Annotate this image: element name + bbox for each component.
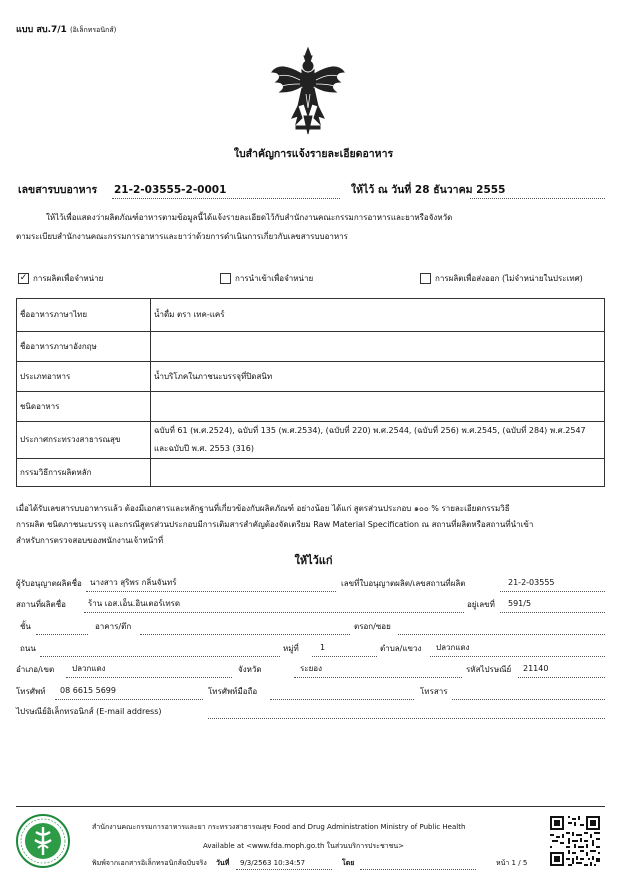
label-food-type: ชนิดอาหาร [17, 392, 151, 422]
house-no-label: อยู่เลขที่ [467, 600, 495, 609]
conditions-line-1: เมื่อได้รับเลขสารบบอาหารแล้ว ต้องมีเอกสารและหลักฐานที่เกี่ยวข้องกับผลิตภัณฑ์ อย่างน้อย ได้แก่ สูตรส่วนประกอบ ๑๐๐ % รายละเอียดกรรมวิธี [16, 504, 510, 513]
alley-label: ตรอก/ซอย [354, 622, 391, 631]
label-food-category: ประเภทอาหาร [17, 362, 151, 392]
value-food-type [151, 392, 605, 422]
fda-logo [16, 814, 70, 868]
footer-page: หน้า 1 / 5 [496, 859, 528, 867]
license-label: เลขที่ใบอนุญาตผลิต/เลขสถานที่ผลิต [341, 579, 466, 588]
option-production-for-sale[interactable]: ✓ การผลิตเพื่อจำหน่าย [19, 273, 104, 283]
road-label: ถนน [20, 644, 36, 653]
form-title: ใบสำคัญการแจ้งรายละเอียดอาหาร [233, 148, 394, 160]
product-table [16, 298, 605, 487]
dotted-line [518, 677, 605, 678]
fax-label: โทรสาร [420, 687, 448, 696]
dotted-line [40, 656, 280, 657]
dotted-line [398, 634, 605, 635]
table-row [17, 459, 605, 487]
dotted-line [452, 699, 605, 700]
value-english-name [151, 332, 605, 362]
qr-code-icon [548, 814, 602, 868]
dotted-line [236, 869, 332, 870]
building-label: อาคาร/ตึก [95, 622, 132, 631]
footer-divider [16, 806, 605, 807]
district-label: อำเภอ/เขต [16, 665, 55, 674]
dotted-line [270, 699, 414, 700]
dotted-line [55, 699, 203, 700]
value-thai-name: น้ำดื่ม ตรา เทค-แคร์ [151, 299, 605, 332]
form-code: แบบ สบ.7/1 (อิเล็กทรอนิกส์) [16, 25, 117, 35]
value-production-process [151, 459, 605, 487]
moo-label: หมู่ที่ [283, 644, 299, 653]
intro-line-2: ตามระเบียบสำนักงานคณะกรรมการอาหารและยาว่าด้วยการดำเนินการเกี่ยวกับเลขสารบบอาหาร [16, 232, 348, 241]
dotted-line [500, 591, 605, 592]
dotted-line [500, 612, 605, 613]
site-value: ร้าน เอส.เอ็น.อินเตอร์เทรด [88, 599, 181, 608]
mobile-label: โทรศัพท์มือถือ [208, 687, 258, 696]
footer-available: Available at <www.fda.moph.go.th ในส่วนบริการประชาชน> [203, 842, 405, 850]
footer-agency: สำนักงานคณะกรรมการอาหารและยา กระทรวงสาธารณสุข Food and Drug Administration Ministry of Public Health [92, 823, 466, 831]
floor-label: ชั้น [20, 622, 31, 631]
house-no-value: 591/5 [508, 599, 532, 608]
dotted-line [312, 656, 377, 657]
label-thai-name: ชื่ออาหารภาษาไทย [17, 299, 151, 332]
table-row [17, 299, 605, 332]
holder-label: ผู้รับอนุญาตผลิตชื่อ [16, 579, 82, 588]
checkbox-import[interactable] [220, 273, 231, 284]
holder-value: นางสาว สุริพร กลิ่นจันทร์ [90, 578, 177, 587]
site-label: สถานที่ผลิตชื่อ [16, 600, 66, 609]
table-row [17, 362, 605, 392]
issue-date: ให้ไว้ ณ วันที่ 28 ธันวาคม 2555 [351, 184, 506, 196]
table-row [17, 392, 605, 422]
conditions-line-3: สำหรับการตรวจสอบของพนักงานเจ้าหน้าที่ [16, 536, 164, 545]
footer-printed-from: พิมพ์จากเอกสารอิเล็กทรอนิกส์ฉบับจริง [92, 859, 207, 867]
dotted-line [66, 677, 232, 678]
district-value: ปลวกแดง [72, 664, 106, 673]
label-english-name: ชื่ออาหารภาษาอังกฤษ [17, 332, 151, 362]
dotted-line [294, 677, 462, 678]
registration-number: 21-2-03555-2-0001 [114, 184, 227, 196]
value-ministry-notification: ฉบับที่ 61 (พ.ศ.2524), ฉบับที่ 135 (พ.ศ.2534), (ฉบับที่ 220) พ.ศ.2544, (ฉบับที่ 256) พ.ศ.2545, (ฉบับที่ 284) พ.ศ.2547 และฉบับปี พ.ศ. 2553 (316) [151, 422, 605, 459]
moo-value: 1 [320, 643, 326, 652]
postcode-label: รหัสไปรษณีย์ [466, 665, 512, 674]
table-row [17, 422, 605, 459]
given-to-heading: ให้ไว้แก่ [294, 554, 333, 567]
province-value: ระยอง [300, 664, 322, 673]
phone-value: 08 6615 5699 [60, 686, 116, 695]
label-production-process: กรรมวิธีการผลิตหลัก [17, 459, 151, 487]
province-label: จังหวัด [238, 665, 262, 674]
dotted-line [360, 869, 476, 870]
option-import-for-sale[interactable]: การนำเข้าเพื่อจำหน่าย [220, 273, 313, 284]
dotted-line [140, 634, 350, 635]
dotted-line [208, 718, 605, 719]
intro-line-1: ให้ไว้เพื่อแสดงว่าผลิตภัณฑ์อาหารตามข้อมูลนี้ได้แจ้งรายละเอียดไว้กับสำนักงานคณะกรรมการอาหารและยาหรือจังหวัด [46, 213, 453, 222]
dotted-line [84, 612, 464, 613]
dotted-line [430, 656, 605, 657]
footer-by-label: โดย [342, 859, 355, 867]
conditions-line-2: การผลิต ชนิดภาชนะบรรจุ และกรณีสูตรส่วนประกอบมีการเติมสารสำคัญต้องจัดเตรียม Raw Material Specification ณ สถานที่ผลิตหรือสถานที่นำเข้า [16, 520, 534, 529]
label-ministry-notification: ประกาศกระทรวงสาธารณสุข [17, 422, 151, 459]
checkbox-production[interactable]: ✓ [19, 273, 28, 283]
registration-label: เลขสารบบอาหาร [18, 184, 98, 196]
checkbox-export[interactable] [420, 273, 431, 284]
dotted-line [86, 591, 336, 592]
footer-date-label: วันที่ [216, 859, 230, 867]
value-food-category: น้ำบริโภคในภาชนะบรรจุที่ปิดสนิท [151, 362, 605, 392]
subdistrict-label: ตำบล/แขวง [380, 644, 422, 653]
registration-dotted-line [112, 198, 340, 199]
issue-date-dotted-line [470, 198, 605, 199]
subdistrict-value: ปลวกแดง [436, 643, 470, 652]
option-export[interactable]: การผลิตเพื่อส่งออก (ไม่จำหน่ายในประเทศ) [420, 273, 583, 284]
table-row [17, 332, 605, 362]
email-label: ไปรษณีย์อิเล็กทรอนิกส์ (E-mail address) [16, 707, 162, 716]
license-value: 21-2-03555 [508, 578, 555, 587]
footer-date-value: 9/3/2563 10:34:57 [240, 859, 306, 867]
postcode-value: 21140 [523, 664, 549, 673]
garuda-emblem [268, 46, 348, 138]
phone-label: โทรศัพท์ [16, 687, 46, 696]
dotted-line [36, 634, 88, 635]
